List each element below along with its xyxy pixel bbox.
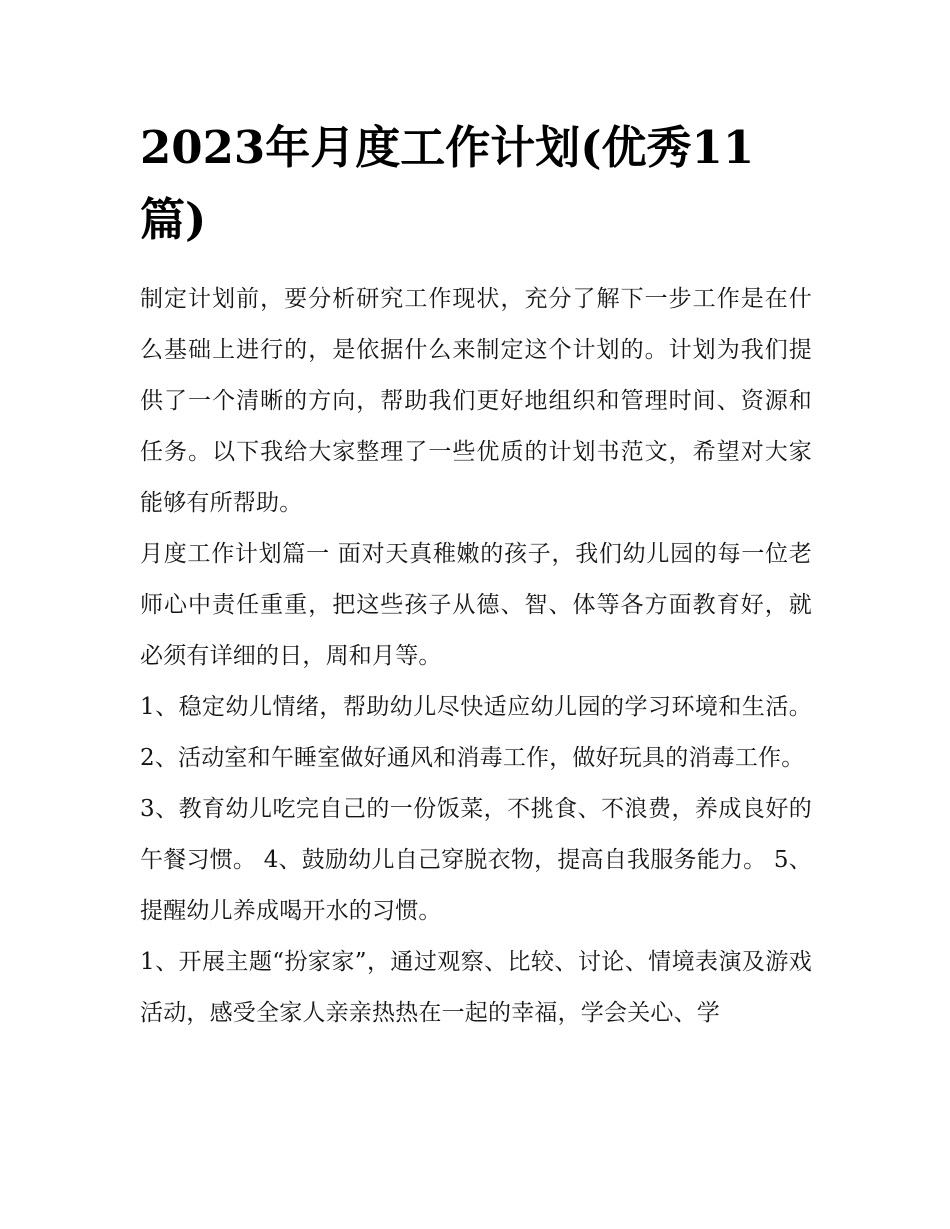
- intro-paragraph: 制定计划前，要分析研究工作现状，充分了解下一步工作是在什么基础上进行的，是依据什么来制定这个计划的。计划为我们提供了一个清晰的方向，帮助我们更好地组织和管理时间、资源和任务。以下我给大家整理了一些优质的计划书范文，希望对大家能够有所帮助。: [140, 286, 812, 516]
- plan-paragraph: 1、开展主题“扮家家”，通过观察、比较、讨论、情境表演及游戏活动，感受全家人亲亲热热在一起的幸福，学会关心、学: [140, 949, 812, 1026]
- document-title: 2023年月度工作计划(优秀11篇): [140, 121, 755, 246]
- plan-paragraph: 1、稳定幼儿情绪，帮助幼儿尽快适应幼儿园的学习环境和生活。 2、活动室和午睡室做好通风和消毒工作，做好玩具的消毒工作。: [140, 694, 812, 771]
- plan-paragraph: 3、教育幼儿吃完自己的一份饭菜，不挑食、不浪费，养成良好的午餐习惯。 4、鼓励幼儿自己穿脱衣物，提高自我服务能力。 5、提醒幼儿养成喝开水的习惯。: [140, 796, 812, 924]
- plan-paragraph: 月度工作计划篇一 面对天真稚嫩的孩子，我们幼儿园的每一位老师心中责任重重，把这些孩子从德、智、体等各方面教育好，就必须有详细的日，周和月等。: [140, 541, 812, 669]
- document-page: [140, 112, 812, 1039]
